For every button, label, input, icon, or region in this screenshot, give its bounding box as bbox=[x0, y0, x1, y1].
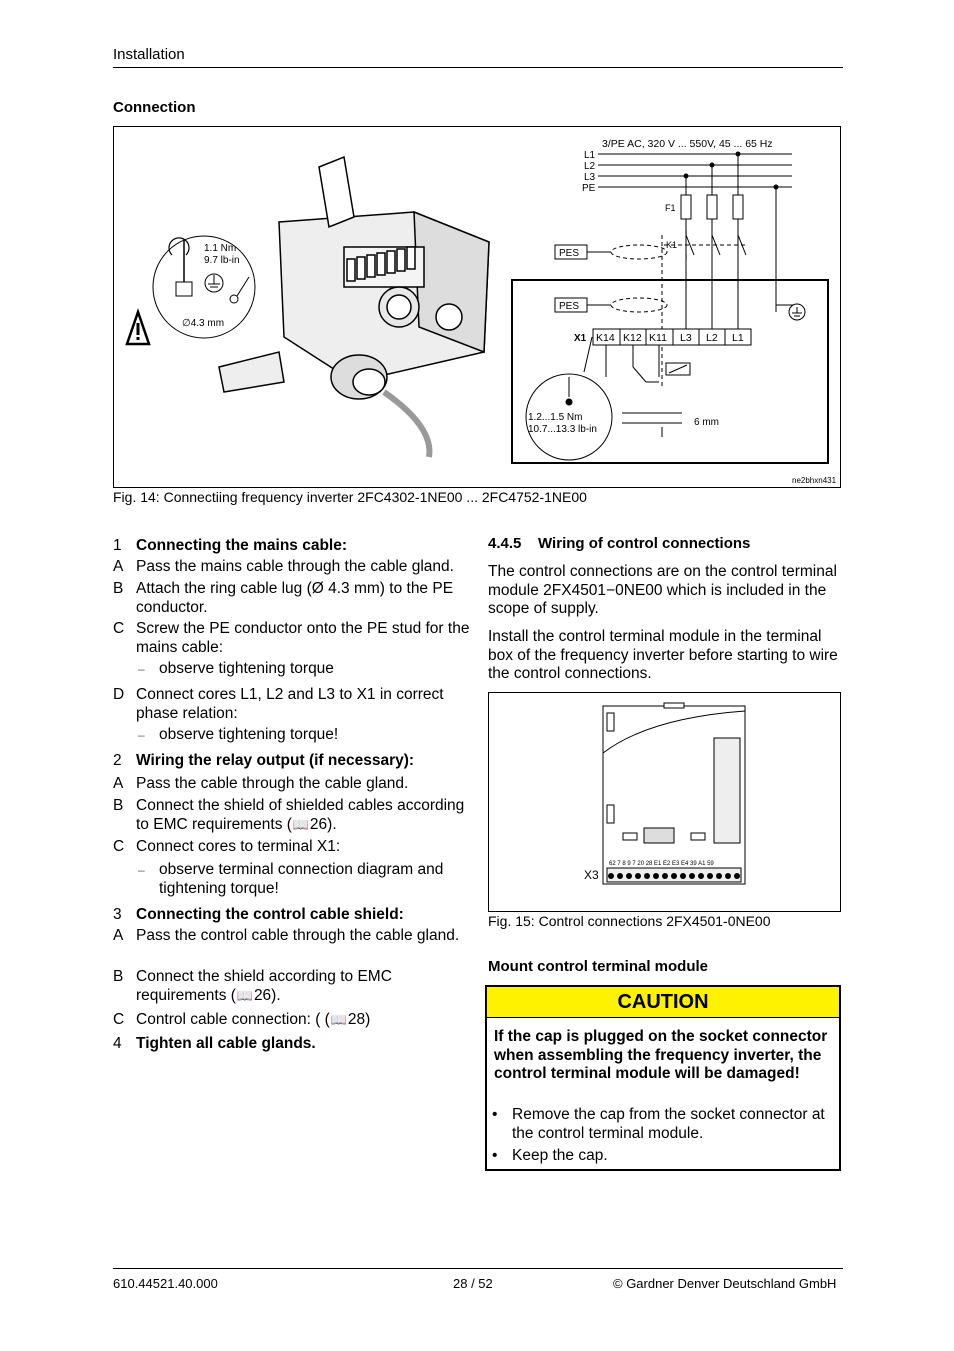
pes-label-1: PES bbox=[559, 248, 580, 259]
copyright: © Gardner Denver Deutschland GmbH bbox=[613, 1276, 837, 1291]
supply-spec: 3/PE AC, 320 V ... 550V, 45 ... 65 Hz bbox=[602, 138, 773, 150]
x3-pin-labels: 62 7 8 9 7 20 28 E1 E2 E3 E4 39 A1 59 bbox=[609, 861, 714, 867]
torque-main-nm: 1.1 Nm bbox=[204, 243, 237, 254]
book-icon: 📖 bbox=[330, 1012, 347, 1027]
terminal-k14: K14 bbox=[596, 332, 615, 344]
book-icon: 📖 bbox=[292, 816, 310, 832]
fig15-caption: Fig. 15: Control connections 2FX4501-0NE00 bbox=[488, 913, 771, 929]
section-445-para2: Install the control terminal module in the terminal box of the frequency inverter before starting to wire the control connections. bbox=[488, 628, 838, 682]
terminal-k11: K11 bbox=[649, 332, 667, 344]
mount-heading: Mount control terminal module bbox=[488, 958, 708, 975]
footer-rule bbox=[113, 1268, 843, 1269]
bullet-icon: • bbox=[492, 1147, 498, 1164]
heading-connection: Connection bbox=[113, 99, 196, 116]
strip-length: 6 mm bbox=[694, 417, 719, 428]
bullet-icon: • bbox=[492, 1106, 498, 1123]
running-header: Installation bbox=[113, 46, 185, 63]
pes-label-2: PES bbox=[559, 301, 580, 312]
control-module-drawing bbox=[489, 693, 840, 911]
section-445-para1: The control connections are on the control terminal module 2FX4501−0NE00 which is included in the scope of supply. bbox=[488, 563, 837, 617]
x3-label: X3 bbox=[584, 868, 599, 882]
line-l3: L3 bbox=[584, 172, 596, 183]
terminal-l1: L1 bbox=[732, 332, 744, 344]
doc-number: 610.44521.40.000 bbox=[113, 1276, 218, 1291]
contactor-label: K1 bbox=[666, 240, 678, 250]
terminal-l2: L2 bbox=[706, 332, 718, 344]
wiring-diagram bbox=[114, 127, 840, 487]
fuse-label: F1 bbox=[665, 203, 676, 213]
torque-main-lbin: 9.7 lb-in bbox=[204, 255, 240, 266]
figure-14 bbox=[113, 126, 841, 488]
line-l2: L2 bbox=[584, 161, 596, 172]
x1-label: X1 bbox=[574, 333, 587, 344]
torque-ctrl-nm: 1.2...1.5 Nm bbox=[528, 412, 583, 423]
book-icon: 📖 bbox=[236, 987, 254, 1003]
warning-icon bbox=[127, 312, 149, 344]
torque-ctrl-lbin: 10.7...13.3 lb-in bbox=[528, 424, 597, 435]
terminal-l3: L3 bbox=[680, 332, 692, 344]
line-l1: L1 bbox=[584, 150, 596, 161]
terminal-k12: K12 bbox=[623, 332, 642, 344]
supply-lines bbox=[598, 154, 792, 187]
lug-diameter: ∅4.3 mm bbox=[182, 318, 225, 329]
fig14-caption: Fig. 14: Connectiing frequency inverter 2FC4302-1NE00 ... 2FC4752-1NE00 bbox=[113, 489, 587, 505]
caution-title: CAUTION bbox=[487, 987, 839, 1018]
caution-warning: If the cap is plugged on the socket connector when assembling the frequency inverter, the control terminal module will be damaged! bbox=[494, 1028, 828, 1082]
inverter-terminal-box-drawing bbox=[219, 157, 489, 457]
terminal-strip bbox=[593, 329, 751, 345]
section-445-title: 4.4.5 Wiring of control connections bbox=[488, 535, 751, 552]
figure-15 bbox=[488, 692, 841, 912]
page-number: 28 / 52 bbox=[453, 1276, 493, 1291]
line-pe: PE bbox=[582, 183, 596, 194]
relay-contacts bbox=[606, 345, 690, 382]
header-rule bbox=[113, 67, 843, 68]
caution-box: CAUTION If the cap is plugged on the socket connector when assembling the frequency inverter, the control terminal module will be damaged! • Remove the cap from the socket connector at the control terminal module. • Keep the cap. bbox=[485, 985, 841, 1171]
figure-ref: ne2bhxn431 bbox=[792, 476, 837, 485]
